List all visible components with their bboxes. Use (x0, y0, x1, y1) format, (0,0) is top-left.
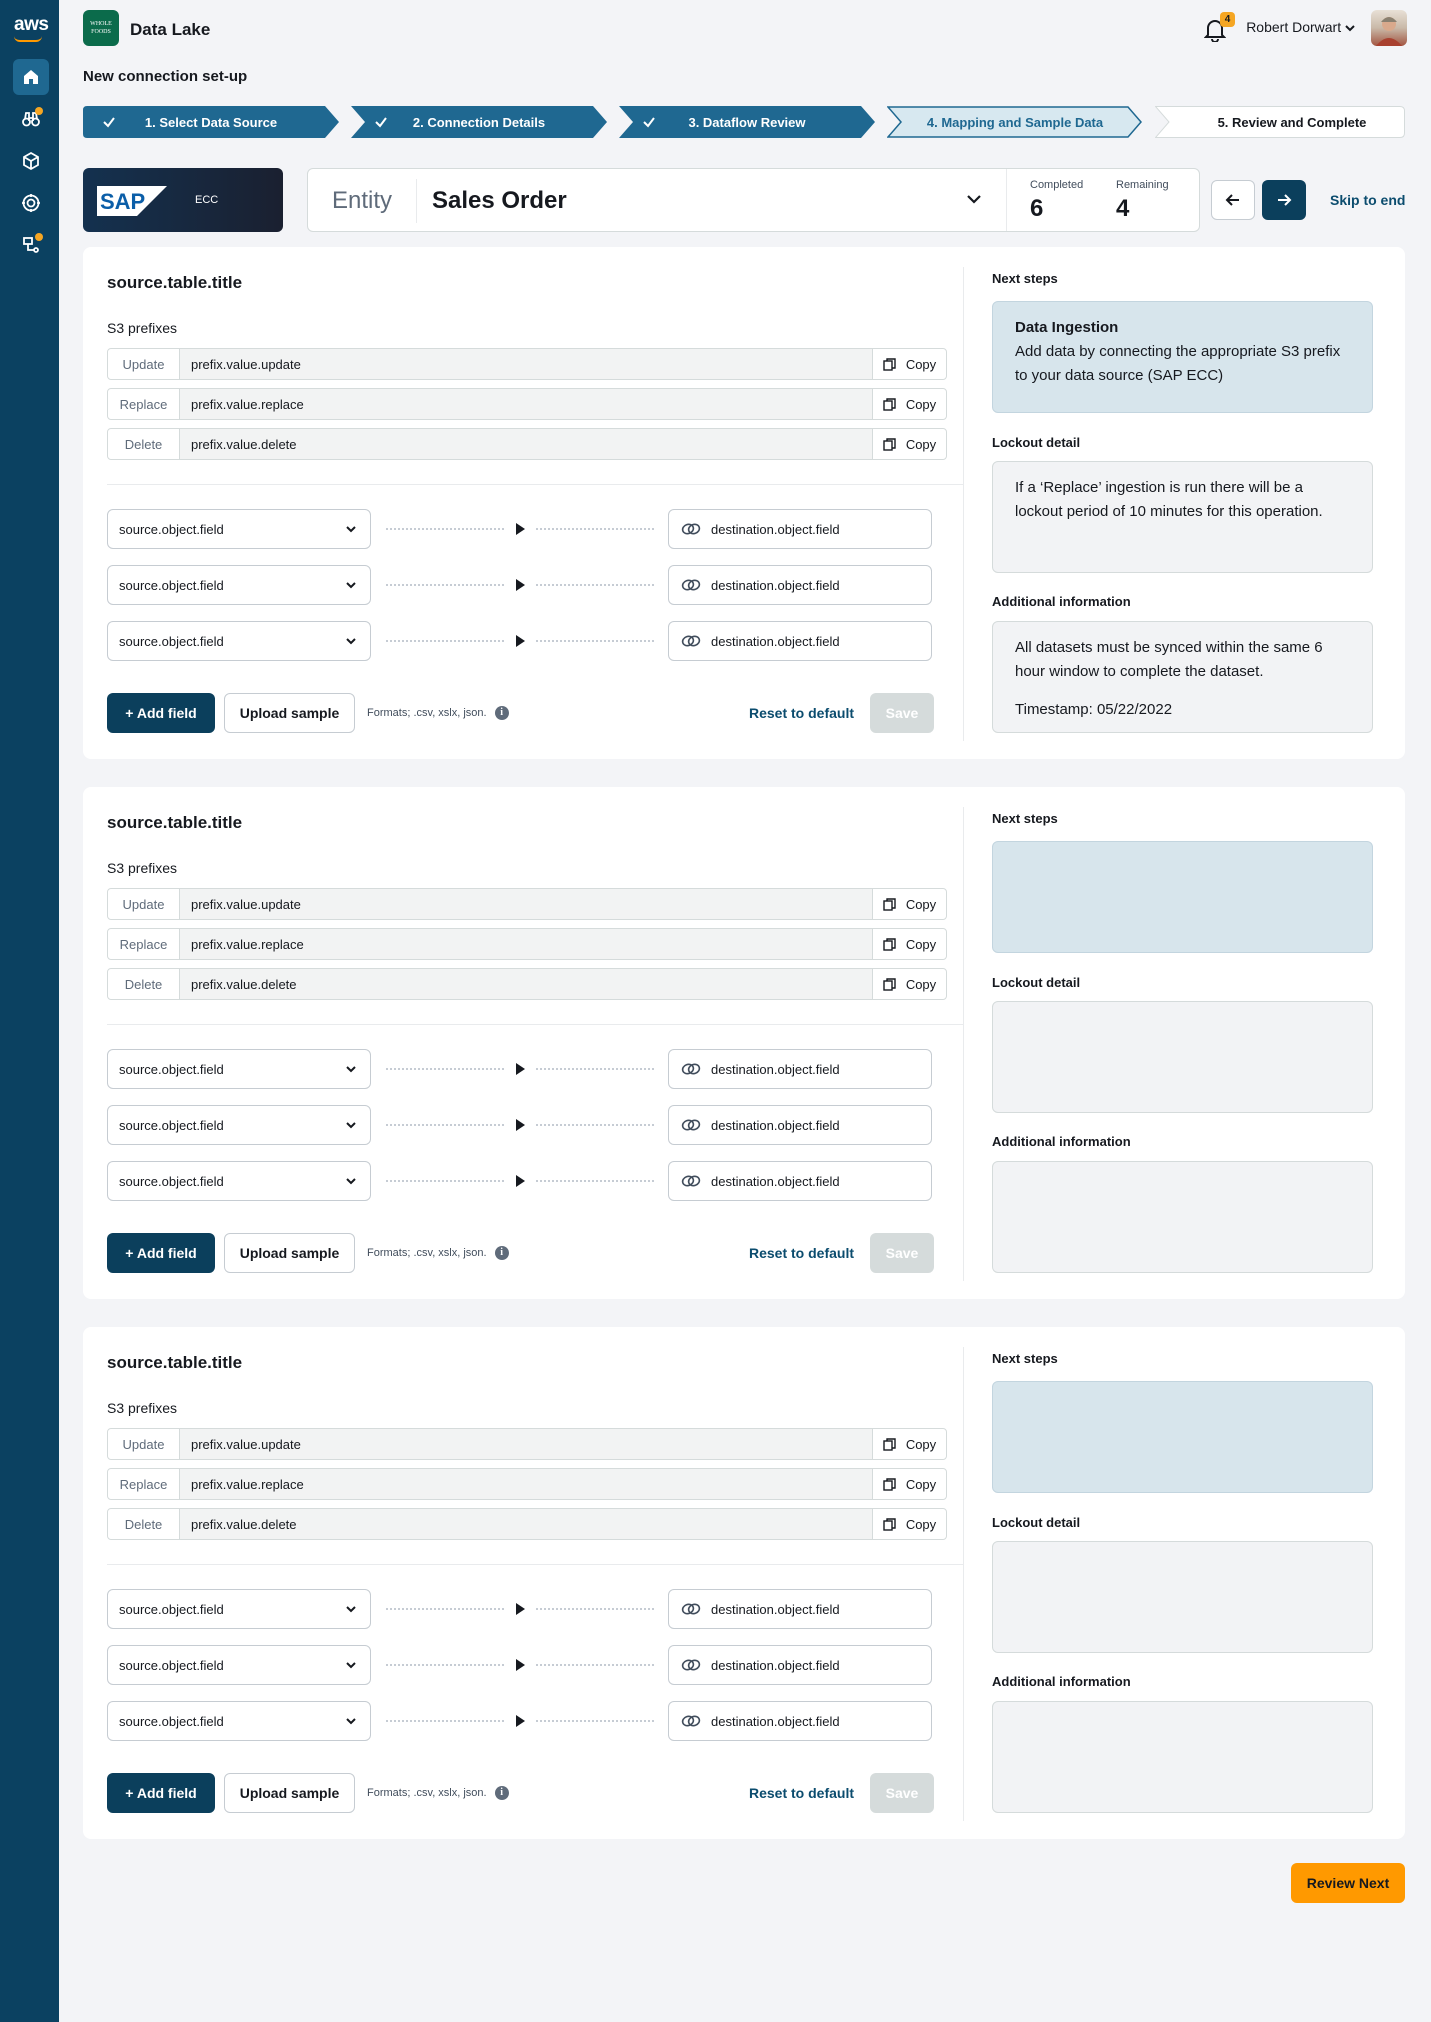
mapping-connector (386, 1714, 656, 1728)
reset-to-default-link[interactable]: Reset to default (749, 705, 855, 721)
prefix-type: Delete (108, 429, 180, 459)
copy-icon (883, 898, 896, 911)
source-field-value: source.object.field (119, 1061, 224, 1077)
chevron-down-icon (346, 1605, 356, 1613)
prefix-row (107, 1508, 947, 1540)
alert-dot-icon (35, 233, 43, 241)
chevron-down-icon (346, 1065, 356, 1073)
source-field-select[interactable] (107, 1049, 371, 1089)
link-icon (681, 1062, 701, 1076)
copy-icon (883, 1438, 896, 1451)
chevron-down-icon (346, 525, 356, 533)
divider (1006, 169, 1007, 231)
prefix-row (107, 968, 947, 1000)
copy-label: Copy (905, 1516, 937, 1532)
prefix-row (107, 348, 947, 380)
copy-icon (883, 398, 896, 411)
skip-to-end-link[interactable]: Skip to end (1330, 192, 1406, 208)
copy-button[interactable] (872, 429, 946, 459)
entity-value: Sales Order (432, 187, 567, 214)
source-field-value: source.object.field (119, 1713, 224, 1729)
copy-button[interactable] (872, 349, 946, 379)
check-icon (101, 114, 117, 130)
info-icon[interactable]: i (495, 1246, 509, 1260)
info-icon[interactable]: i (495, 706, 509, 720)
aws-logo: aws (14, 14, 49, 35)
additional-info-box (992, 1701, 1373, 1813)
chevron-down-icon (346, 1121, 356, 1129)
next-steps-label: Next steps (992, 811, 1058, 826)
source-field-select[interactable] (107, 1701, 371, 1741)
prefix-type: Update (108, 349, 180, 379)
prefix-type: Replace (108, 389, 180, 419)
lockout-box (992, 1001, 1373, 1113)
binoculars-icon[interactable] (13, 101, 49, 137)
mapping-panel (83, 787, 1405, 1299)
lockout-box (992, 461, 1373, 573)
prefix-type: Replace (108, 1469, 180, 1499)
next-steps-text: Add data by connecting the appropriate S3 prefix to your data source (SAP ECC) (1015, 343, 1341, 384)
copy-icon (883, 1478, 896, 1491)
home-icon[interactable] (13, 59, 49, 95)
page-title: New connection set-up (83, 68, 248, 85)
chevron-down-icon (346, 637, 356, 645)
chevron-down-icon[interactable] (966, 193, 982, 205)
remaining-label: Remaining (1116, 179, 1169, 191)
copy-label: Copy (905, 356, 937, 372)
copy-button[interactable] (872, 1429, 946, 1459)
reset-to-default-link[interactable]: Reset to default (749, 1785, 855, 1801)
destination-field-value: destination.object.field (711, 521, 840, 537)
additional-info-label: Additional information (992, 1134, 1131, 1149)
copy-label: Copy (905, 976, 937, 992)
step-connection-details[interactable] (351, 106, 607, 138)
source-field-select[interactable] (107, 1645, 371, 1685)
prefix-value[interactable]: prefix.value.replace (180, 929, 872, 959)
next-steps-label: Next steps (992, 271, 1058, 286)
mapping-arrow-icon (386, 578, 656, 592)
source-card (83, 168, 283, 232)
step-select-data-source[interactable] (83, 106, 339, 138)
prefix-value[interactable]: prefix.value.delete (180, 969, 872, 999)
arrow-left-icon (1225, 192, 1241, 208)
mapping-arrow-icon (386, 1658, 656, 1672)
copy-icon (883, 978, 896, 991)
additional-info-box (992, 621, 1373, 733)
additional-info-label: Additional information (992, 594, 1131, 609)
additional-info-text: All datasets must be synced within the same 6 hour window to complete the dataset. (1015, 639, 1323, 680)
add-field-button[interactable]: + Add field (107, 1233, 215, 1273)
source-field-select[interactable] (107, 1161, 371, 1201)
prefix-value[interactable]: prefix.value.update (180, 349, 872, 379)
s3-prefixes-label: S3 prefixes (107, 320, 178, 336)
prefix-value[interactable]: prefix.value.delete (180, 1509, 872, 1539)
destination-field[interactable] (668, 1049, 932, 1089)
divider (963, 267, 964, 741)
divider (963, 807, 964, 1281)
remaining-count: 4 (1116, 195, 1130, 222)
chevron-down-icon (346, 1661, 356, 1669)
upload-sample-button[interactable]: Upload sample (224, 693, 355, 733)
formats-text: Formats; .csv, xslx, json. (367, 1787, 487, 1799)
copy-button[interactable] (872, 889, 946, 919)
info-icon[interactable]: i (495, 1786, 509, 1800)
destination-field-value: destination.object.field (711, 1173, 840, 1189)
link-icon (681, 1602, 701, 1616)
copy-icon (883, 938, 896, 951)
sap-logo (97, 186, 167, 216)
step-mapping-sample-data[interactable] (887, 106, 1143, 138)
chevron-down-icon (346, 1717, 356, 1725)
source-field-select[interactable] (107, 509, 371, 549)
chevron-down-icon (346, 1177, 356, 1185)
mapping-connector (386, 522, 656, 536)
link-icon (681, 578, 701, 592)
stepper (83, 106, 1405, 138)
destination-field-value: destination.object.field (711, 1713, 840, 1729)
save-button[interactable]: Save (870, 693, 934, 733)
formats-text: Formats; .csv, xslx, json. (367, 1247, 487, 1259)
copy-icon (883, 358, 896, 371)
destination-field-value: destination.object.field (711, 1601, 840, 1617)
next-steps-label: Next steps (992, 1351, 1058, 1366)
formats-hint (367, 1246, 509, 1260)
cube-icon[interactable] (13, 143, 49, 179)
panel-title: source.table.title (107, 813, 243, 832)
divider (107, 1564, 963, 1565)
save-button[interactable]: Save (870, 1233, 934, 1273)
svg-text:SAP: SAP (100, 189, 146, 214)
divider (963, 1347, 964, 1821)
mapping-connector (386, 1658, 656, 1672)
copy-label: Copy (905, 436, 937, 452)
copy-label: Copy (905, 1476, 937, 1492)
source-field-value: source.object.field (119, 521, 224, 537)
source-field-value: source.object.field (119, 577, 224, 593)
step-label: 3. Dataflow Review (688, 114, 806, 130)
mapping-arrow-icon (386, 522, 656, 536)
top-header (59, 0, 1431, 56)
link-icon (681, 634, 701, 648)
destination-field[interactable] (668, 565, 932, 605)
mapping-connector (386, 634, 656, 648)
copy-button[interactable] (872, 1509, 946, 1539)
arrow-right-icon (1276, 192, 1292, 208)
destination-field[interactable] (668, 1105, 932, 1145)
mapping-arrow-icon (386, 1174, 656, 1188)
prefix-type: Update (108, 1429, 180, 1459)
chevron-down-icon (1345, 24, 1355, 32)
destination-field[interactable] (668, 1645, 932, 1685)
source-field-select[interactable] (107, 1105, 371, 1145)
alert-dot-icon (35, 107, 43, 115)
user-menu[interactable] (1246, 19, 1355, 35)
link-icon (681, 522, 701, 536)
mapping-connector (386, 1118, 656, 1132)
sidebar (0, 0, 59, 2022)
mapping-connector (386, 1174, 656, 1188)
destination-field-value: destination.object.field (711, 1657, 840, 1673)
link-icon (681, 1174, 701, 1188)
prefix-value[interactable]: prefix.value.delete (180, 429, 872, 459)
destination-field[interactable] (668, 1161, 932, 1201)
check-icon (373, 114, 389, 130)
previous-button[interactable] (1211, 180, 1255, 220)
entity-selector[interactable] (307, 168, 1200, 232)
mapping-connector (386, 1602, 656, 1616)
destination-field[interactable] (668, 1589, 932, 1629)
formats-text: Formats; .csv, xslx, json. (367, 707, 487, 719)
mapping-panel (83, 1327, 1405, 1839)
prefix-row (107, 928, 947, 960)
prefix-value[interactable]: prefix.value.update (180, 889, 872, 919)
mapping-arrow-icon (386, 634, 656, 648)
upload-sample-button[interactable]: Upload sample (224, 1773, 355, 1813)
copy-button[interactable] (872, 929, 946, 959)
target-icon[interactable] (13, 185, 49, 221)
app-logo[interactable]: WHOLE FOODS (83, 10, 119, 46)
mapping-arrow-icon (386, 1118, 656, 1132)
copy-button[interactable] (872, 1469, 946, 1499)
link-icon (681, 1714, 701, 1728)
copy-icon (883, 1518, 896, 1531)
prefix-type: Delete (108, 1509, 180, 1539)
source-field-select[interactable] (107, 1589, 371, 1629)
next-steps-box (992, 841, 1373, 953)
copy-button[interactable] (872, 969, 946, 999)
prefix-row (107, 1428, 947, 1460)
timestamp: Timestamp: 05/22/2022 (1015, 701, 1173, 718)
lockout-box (992, 1541, 1373, 1653)
step-review-complete[interactable] (1155, 106, 1405, 138)
link-icon (681, 1658, 701, 1672)
prefix-type: Update (108, 889, 180, 919)
copy-label: Copy (905, 396, 937, 412)
step-label: 5. Review and Complete (1217, 114, 1367, 130)
panel-title: source.table.title (107, 1353, 243, 1372)
link-icon (681, 1118, 701, 1132)
prefix-row (107, 388, 947, 420)
lockout-label: Lockout detail (992, 975, 1081, 990)
copy-label: Copy (905, 1436, 937, 1452)
divider (416, 179, 417, 223)
avatar[interactable] (1371, 10, 1407, 46)
mapping-arrow-icon (386, 1714, 656, 1728)
source-field-value: source.object.field (119, 633, 224, 649)
add-field-button[interactable]: + Add field (107, 693, 215, 733)
user-name: Robert Dorwart (1246, 19, 1342, 35)
additional-info-label: Additional information (992, 1674, 1131, 1689)
copy-label: Copy (905, 936, 937, 952)
prefix-type: Replace (108, 929, 180, 959)
mapping-connector (386, 578, 656, 592)
copy-icon (883, 438, 896, 451)
step-dataflow-review[interactable] (619, 106, 875, 138)
source-field-select[interactable] (107, 621, 371, 661)
upload-sample-button[interactable]: Upload sample (224, 1233, 355, 1273)
connection-icon[interactable] (13, 227, 49, 263)
source-field-value: source.object.field (119, 1117, 224, 1133)
destination-field[interactable] (668, 509, 932, 549)
review-next-button[interactable]: Review Next (1291, 1863, 1405, 1903)
add-field-button[interactable]: + Add field (107, 1773, 215, 1813)
check-icon (641, 114, 657, 130)
notification-badge: 4 (1220, 12, 1235, 27)
destination-field-value: destination.object.field (711, 633, 840, 649)
mapping-arrow-icon (386, 1602, 656, 1616)
source-field-value: source.object.field (119, 1601, 224, 1617)
next-steps-box (992, 1381, 1373, 1493)
next-steps-box (992, 301, 1373, 413)
mapping-arrow-icon (386, 1062, 656, 1076)
aws-smile-icon (14, 36, 42, 42)
lockout-text: If a ‘Replace’ ingestion is run there will be a lockout period of 10 minutes for this operation. (1015, 479, 1323, 520)
destination-field[interactable] (668, 1701, 932, 1741)
prefix-row (107, 1468, 947, 1500)
copy-button[interactable] (872, 389, 946, 419)
destination-field-value: destination.object.field (711, 577, 840, 593)
step-label: 4. Mapping and Sample Data (926, 114, 1104, 130)
destination-field[interactable] (668, 621, 932, 661)
lockout-label: Lockout detail (992, 1515, 1081, 1530)
prefix-value[interactable]: prefix.value.replace (180, 1469, 872, 1499)
next-button[interactable] (1262, 180, 1306, 220)
step-label: 1. Select Data Source (144, 114, 278, 130)
prefix-value[interactable]: prefix.value.replace (180, 389, 872, 419)
formats-hint (367, 706, 509, 720)
panel-title: source.table.title (107, 273, 243, 292)
chevron-down-icon (346, 581, 356, 589)
formats-hint (367, 1786, 509, 1800)
copy-label: Copy (905, 896, 937, 912)
source-field-value: source.object.field (119, 1173, 224, 1189)
s3-prefixes-label: S3 prefixes (107, 1400, 178, 1416)
app-name[interactable]: Data Lake (130, 20, 211, 39)
save-button[interactable]: Save (870, 1773, 934, 1813)
mapping-connector (386, 1062, 656, 1076)
divider (107, 1024, 963, 1025)
source-field-value: source.object.field (119, 1657, 224, 1673)
mapping-panel (83, 247, 1405, 759)
prefix-value[interactable]: prefix.value.update (180, 1429, 872, 1459)
prefix-type: Delete (108, 969, 180, 999)
completed-count: 6 (1030, 195, 1044, 222)
destination-field-value: destination.object.field (711, 1117, 840, 1133)
lockout-label: Lockout detail (992, 435, 1081, 450)
additional-info-box (992, 1161, 1373, 1273)
completed-label: Completed (1030, 179, 1084, 191)
reset-to-default-link[interactable]: Reset to default (749, 1245, 855, 1261)
source-sub: ECC (195, 194, 219, 206)
destination-field-value: destination.object.field (711, 1061, 840, 1077)
next-steps-title: Data Ingestion (1015, 319, 1119, 336)
prefix-row (107, 888, 947, 920)
divider (107, 484, 963, 485)
step-label: 2. Connection Details (412, 114, 546, 130)
s3-prefixes-label: S3 prefixes (107, 860, 178, 876)
prefix-row (107, 428, 947, 460)
source-field-select[interactable] (107, 565, 371, 605)
entity-label: Entity (332, 187, 393, 214)
